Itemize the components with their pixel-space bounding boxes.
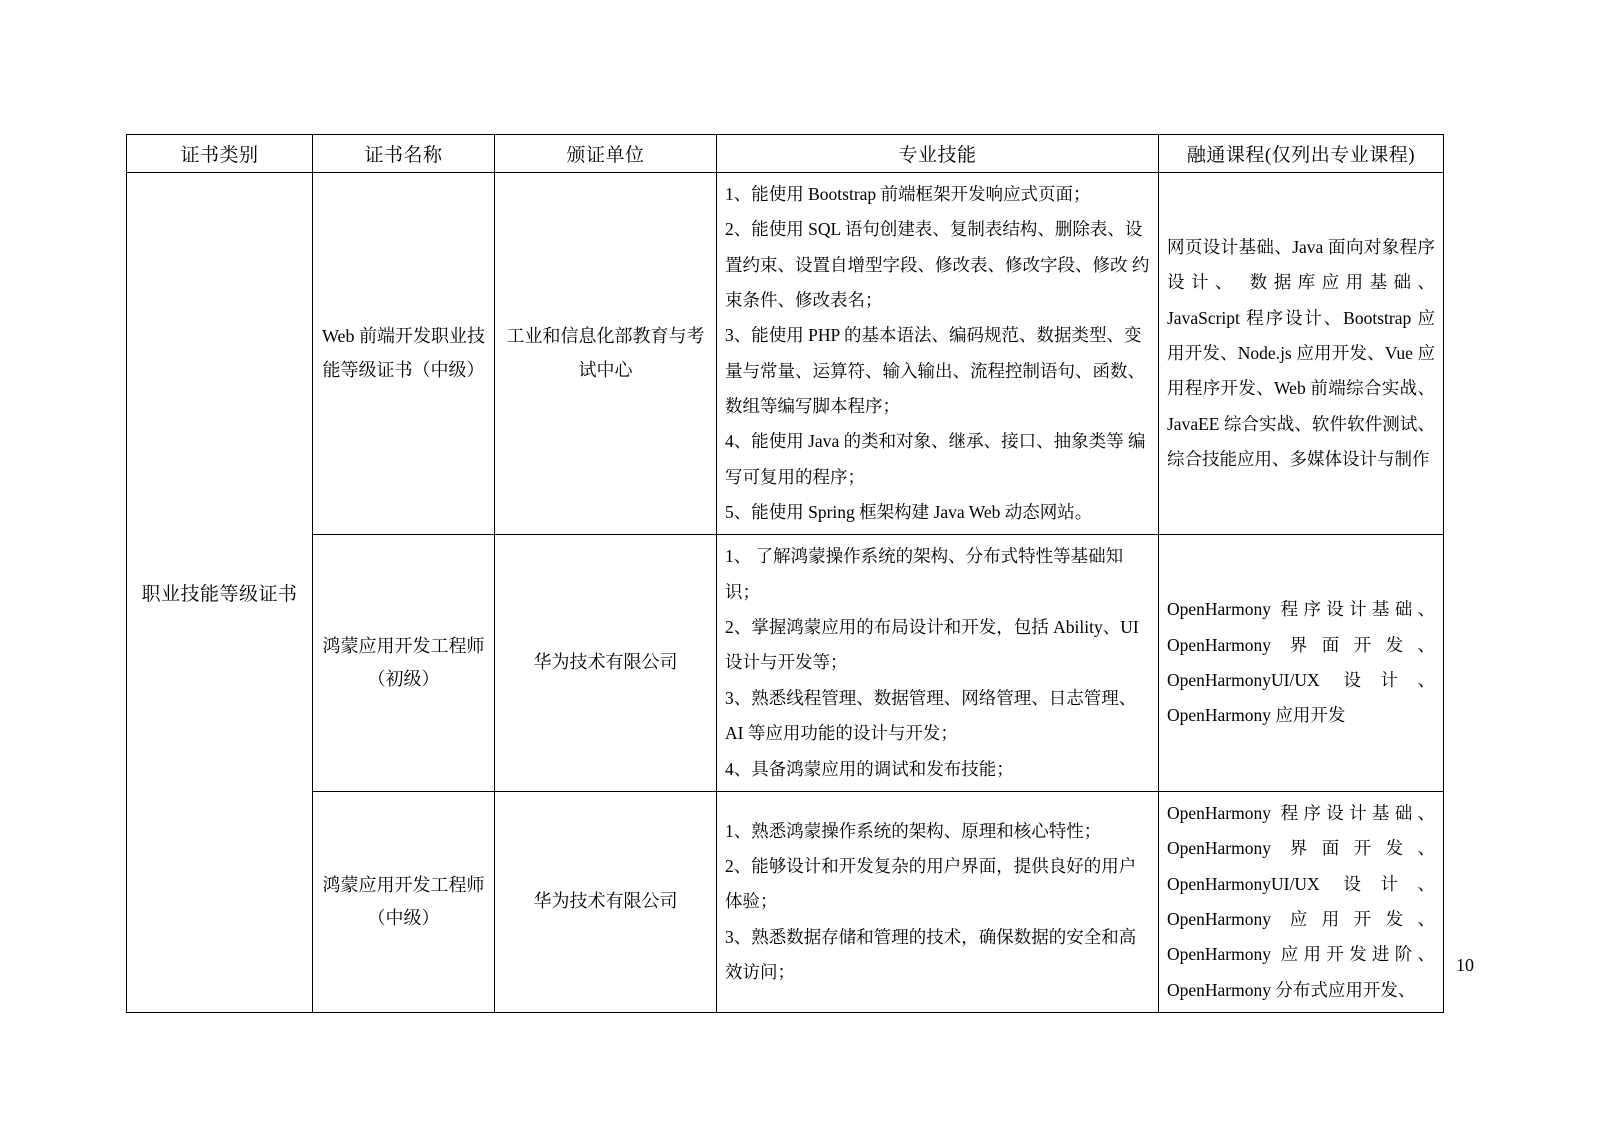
cell-integrated-courses: 网页设计基础、Java 面向对象程序设计、 数据库应用基础、JavaScript 程序设计、Bootstrap 应用开发、Node.js 应用开发、Vue 应用程序开发、Web 前端综合实战、JavaEE 综合实战、软件软件测试、综合技能应用、多媒体设计与制作 [1159, 173, 1444, 535]
cell-certificate-name: 鸿蒙应用开发工程师（中级） [313, 791, 495, 1012]
cell-professional-skills [717, 535, 1159, 791]
skill-item: 4、具备鸿蒙应用的调试和发布技能； [725, 758, 1014, 779]
cell-integrated-courses: OpenHarmony 程序设计基础、OpenHarmony 界面开发、OpenHarmonyUI/UX 设计、OpenHarmony 应用开发、OpenHarmony 应用开发进阶、OpenHarmony 分布式应用开发、 [1159, 791, 1444, 1012]
skill-item: 4、能使用 Java 的类和对象、继承、接口、抽象类等 编写可复用的程序； [725, 431, 1146, 487]
skill-item: 2、能使用 SQL 语句创建表、复制表结构、删除表、设置约束、设置自增型字段、修改表、修改字段、修改 约束条件、修改表名； [725, 219, 1150, 311]
header-certificate-name: 证书名称 [313, 135, 495, 173]
skill-item: 2、掌握鸿蒙应用的布局设计和开发，包括 Ability、UI 设计与开发等； [725, 617, 1139, 673]
skill-item: 3、能使用 PHP 的基本语法、编码规范、数据类型、变量与常量、运算符、输入输出、流程控制语句、函数、 数组等编写脚本程序； [725, 325, 1145, 417]
cell-issuing-organization: 华为技术有限公司 [495, 791, 717, 1012]
skill-item: 1、 了解鸿蒙操作系统的架构、分布式特性等基础知识； [725, 546, 1124, 602]
cell-professional-skills [717, 791, 1159, 1012]
skill-item: 5、能使用 Spring 框架构建 Java Web 动态网站。 [725, 502, 1093, 523]
skill-item: 1、能使用 Bootstrap 前端框架开发响应式页面； [725, 184, 1091, 204]
skill-item: 2、能够设计和开发复杂的用户界面，提供良好的用户体验； [725, 855, 1137, 912]
header-professional-skills: 专业技能 [717, 135, 1159, 173]
skill-item: 1、熟悉鸿蒙操作系统的架构、原理和核心特性； [725, 820, 1102, 841]
header-integrated-courses: 融通课程(仅列出专业课程) [1159, 135, 1444, 173]
cell-issuing-organization: 工业和信息化部教育与考试中心 [495, 173, 717, 535]
table-row [127, 791, 1444, 1012]
cell-certificate-category: 职业技能等级证书 [127, 173, 313, 1013]
page-number: 10 [1456, 955, 1474, 975]
cell-professional-skills [717, 173, 1159, 535]
cell-issuing-organization: 华为技术有限公司 [495, 535, 717, 791]
header-issuing-organization: 颁证单位 [495, 135, 717, 173]
table-row [127, 173, 1444, 535]
certificate-table [126, 134, 1444, 1013]
header-certificate-category: 证书类别 [127, 135, 313, 173]
cell-integrated-courses: OpenHarmony 程序设计基础、OpenHarmony 界面开发、OpenHarmonyUI/UX 设计、OpenHarmony 应用开发 [1159, 535, 1444, 791]
cell-certificate-name: Web 前端开发职业技能等级证书（中级） [313, 173, 495, 535]
table-header-row [127, 135, 1444, 173]
table-row [127, 535, 1444, 791]
skill-item: 3、熟悉数据存储和管理的技术，确保数据的安全和高效访问； [725, 926, 1137, 982]
cell-certificate-name: 鸿蒙应用开发工程师（初级） [313, 535, 495, 791]
skill-item: 3、熟悉线程管理、数据管理、网络管理、日志管理、AI 等应用功能的设计与开发； [725, 687, 1137, 744]
